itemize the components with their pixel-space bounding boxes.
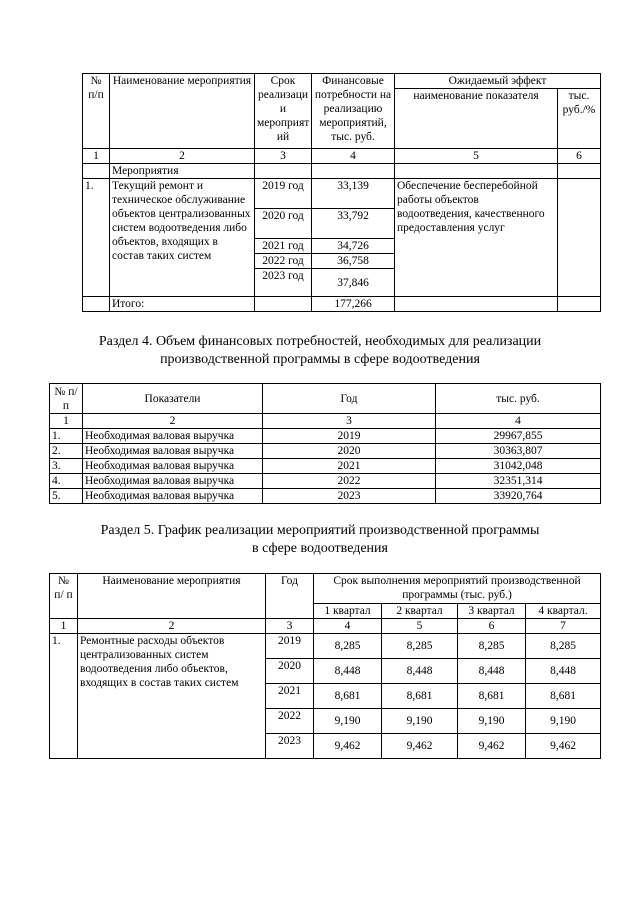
measure-name: Текущий ремонт и техническое обслуживание объектов централизованных систем водоотведения либо объектов, входящих в состав таких систем [110,179,255,297]
table-row [50,634,601,659]
indicator: Необходимая валовая выручка [83,474,263,489]
value: 30363,807 [436,444,601,459]
q2-value: 9,462 [382,734,458,759]
column-number: 1 [50,414,83,429]
indicator: Необходимая валовая выручка [83,429,263,444]
total-value: 177,266 [312,297,395,312]
table-row [50,444,601,459]
col-header-q2: 2 квартал [382,604,458,619]
finance-value: 37,846 [312,269,395,297]
q4-value: 9,462 [526,734,601,759]
measure-name: Ремонтные расходы объектов централизованных систем водоотведения либо объектов, входящих в состав таких систем [78,634,266,759]
q4-value: 8,448 [526,659,601,684]
year-cell: 2022 год [255,254,312,269]
column-number: 1 [50,619,78,634]
schedule-table [49,573,601,759]
table-row [50,474,601,489]
column-number: 3 [255,149,312,164]
column-number: 5 [382,619,458,634]
col-header-term: Срок выполнения мероприятий производственной программы (тыс. руб.) [314,574,601,604]
row-number: 5. [50,489,83,504]
year: 2019 [263,429,436,444]
value: 29967,855 [436,429,601,444]
q4-value: 8,681 [526,684,601,709]
q3-value: 8,285 [458,634,526,659]
section5-title [40,522,600,558]
q4-value: 9,190 [526,709,601,734]
column-number: 3 [266,619,314,634]
year: 2022 [263,474,436,489]
col-header-year: Год [263,384,436,414]
col-header-value: тыс. руб. [436,384,601,414]
column-number: 2 [78,619,266,634]
value: 33920,764 [436,489,601,504]
year-cell: 2019 год [255,179,312,209]
year: 2023 [266,734,314,759]
col-header-effect: Ожидаемый эффект [395,74,601,89]
section4-title [40,333,600,369]
q2-value: 8,681 [382,684,458,709]
year: 2020 [266,659,314,684]
row-number: 1. [50,634,78,759]
total-row [83,297,601,312]
q2-value: 9,190 [382,709,458,734]
section-label: Мероприятия [110,164,255,179]
row-number: 1. [83,179,110,297]
total-label: Итого: [110,297,255,312]
q1-value: 8,285 [314,634,382,659]
col-header-name: Наименование мероприятия [110,74,255,149]
col-header-term: Срок реализаци и мероприят ий [255,74,312,149]
col-header-q1: 1 квартал [314,604,382,619]
table-row [50,429,601,444]
column-number: 1 [83,149,110,164]
table-row [50,459,601,474]
q1-value: 8,448 [314,659,382,684]
section4-title-line1: Раздел 4. Объем финансовых потребностей, необходимых для реализации [98,334,542,349]
measures-table [82,73,601,312]
column-number: 4 [314,619,382,634]
year-cell: 2021 год [255,239,312,254]
q3-value: 9,190 [458,709,526,734]
indicator: Необходимая валовая выручка [83,444,263,459]
year: 2022 [266,709,314,734]
year-cell: 2023 год [255,269,312,297]
year: 2020 [263,444,436,459]
q1-value: 9,462 [314,734,382,759]
q3-value: 9,462 [458,734,526,759]
row-number: 1. [50,429,83,444]
value: 32351,314 [436,474,601,489]
q1-value: 9,190 [314,709,382,734]
col-header-indicator: Показатели [83,384,263,414]
q2-value: 8,285 [382,634,458,659]
column-number-row [83,149,601,164]
col-header-q3: 3 квартал [458,604,526,619]
year: 2021 [263,459,436,474]
year: 2021 [266,684,314,709]
effect-description: Обеспечение бесперебойной работы объектов водоотведения, качественного предоставления услуг [395,179,558,297]
col-header-name: Наименование мероприятия [78,574,266,619]
revenue-table [49,383,601,504]
col-header-year: Год [266,574,314,619]
year-cell: 2020 год [255,209,312,239]
year: 2023 [263,489,436,504]
col-header-effect-name: наименование показателя [395,89,558,149]
finance-value: 33,139 [312,179,395,209]
q3-value: 8,448 [458,659,526,684]
indicator: Необходимая валовая выручка [83,489,263,504]
finance-value: 33,792 [312,209,395,239]
column-number: 6 [558,149,601,164]
table-row [50,489,601,504]
column-number-row [50,414,601,429]
column-number-row [50,619,601,634]
value: 31042,048 [436,459,601,474]
year: 2019 [266,634,314,659]
col-header-finance: Финансовые потребности на реализацию мероприятий, тыс. руб. [312,74,395,149]
col-header-q4: 4 квартал. [526,604,601,619]
col-header-num: № п/п [83,74,110,149]
col-header-num: № п/п [50,384,83,414]
indicator: Необходимая валовая выручка [83,459,263,474]
column-number: 3 [263,414,436,429]
table-row [83,179,601,209]
column-number: 5 [395,149,558,164]
column-number: 4 [312,149,395,164]
column-number: 7 [526,619,601,634]
section4-title-line2: производственной программы в сфере водоотведения [160,352,480,367]
finance-value: 34,726 [312,239,395,254]
column-number: 2 [83,414,263,429]
col-header-effect-value: тыс. руб./% [558,89,601,149]
col-header-num: № п/ п [50,574,78,619]
column-number: 6 [458,619,526,634]
q3-value: 8,681 [458,684,526,709]
section5-title-line2: в сфере водоотведения [252,541,388,556]
row-number: 4. [50,474,83,489]
q1-value: 8,681 [314,684,382,709]
column-number: 2 [110,149,255,164]
section5-title-line1: Раздел 5. График реализации мероприятий производственной программы [100,523,540,538]
column-number: 4 [436,414,601,429]
q4-value: 8,285 [526,634,601,659]
q2-value: 8,448 [382,659,458,684]
row-number: 2. [50,444,83,459]
finance-value: 36,758 [312,254,395,269]
row-number: 3. [50,459,83,474]
